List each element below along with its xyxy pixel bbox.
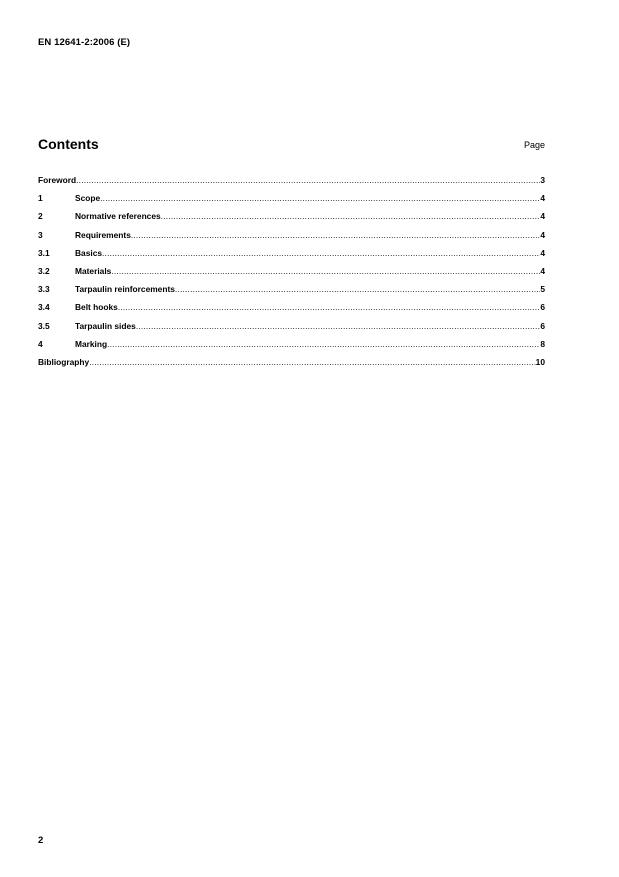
- toc-entry-scope[interactable]: [38, 193, 545, 211]
- toc-entry-title: Normative references: [75, 211, 161, 222]
- toc-entry-foreword[interactable]: [38, 175, 545, 193]
- toc-entry-bibliography[interactable]: [38, 357, 545, 375]
- document-header: EN 12641-2:2006 (E): [38, 37, 131, 48]
- toc-entry-tarpaulin-reinforcements[interactable]: [38, 284, 545, 302]
- toc-entry-title: Materials: [75, 265, 112, 276]
- page-column-label: Page: [523, 140, 545, 150]
- toc-entry-page: 4: [540, 247, 545, 258]
- contents-title: Contents: [38, 136, 99, 152]
- toc-entry-page: 6: [540, 302, 545, 313]
- toc-entry-materials[interactable]: [38, 266, 545, 284]
- toc-entry-page: 4: [540, 265, 545, 276]
- toc-entry-number: 3.3: [38, 284, 50, 295]
- toc-dot-leader: [175, 284, 540, 294]
- toc-entry-page: 10: [535, 356, 545, 367]
- toc-dot-leader: [131, 230, 540, 240]
- toc-dot-leader: [89, 357, 535, 367]
- toc-entry-number: 3.1: [38, 247, 50, 258]
- toc-entry-title: Tarpaulin reinforcements: [75, 284, 175, 295]
- toc-entry-normative-references[interactable]: [38, 211, 545, 229]
- toc-entry-page: 8: [540, 338, 545, 349]
- toc-entry-number: 3.5: [38, 320, 50, 331]
- toc-entry-title: Foreword: [38, 175, 77, 185]
- toc-entry-title: Tarpaulin sides: [75, 320, 136, 331]
- toc-entry-title: Basics: [75, 247, 103, 258]
- toc-entry-number: 1: [38, 193, 43, 204]
- toc-entry-title: Bibliography: [38, 356, 90, 367]
- toc-entry-title: Belt hooks: [75, 302, 118, 313]
- toc-entry-page: 4: [540, 211, 545, 222]
- toc-entry-tarpaulin-sides[interactable]: [38, 321, 545, 339]
- page-number: 2: [38, 835, 44, 846]
- toc-dot-leader: [136, 321, 541, 331]
- toc-entry-number: 3.2: [38, 265, 50, 276]
- toc-entry-title: Scope: [75, 193, 101, 204]
- toc-entry-marking[interactable]: [38, 339, 545, 357]
- toc-dot-leader: [76, 175, 540, 185]
- toc-entry-number: 2: [38, 211, 43, 222]
- toc-entry-page: 4: [540, 193, 545, 204]
- toc-entry-basics[interactable]: [38, 248, 545, 266]
- toc-entry-number: 3.4: [38, 302, 50, 313]
- toc-entry-page: 4: [540, 229, 545, 240]
- toc-dot-leader: [118, 302, 541, 312]
- table-of-contents: [38, 175, 545, 375]
- toc-entry-number: 4: [38, 338, 43, 349]
- toc-entry-belt-hooks[interactable]: [38, 302, 545, 320]
- toc-entry-page: 5: [540, 284, 545, 295]
- toc-entry-requirements[interactable]: [38, 230, 545, 248]
- toc-entry-title: Marking: [75, 338, 108, 349]
- toc-dot-leader: [107, 339, 540, 349]
- toc-dot-leader: [100, 193, 540, 203]
- toc-dot-leader: [161, 211, 541, 221]
- toc-entry-page: 6: [540, 320, 545, 331]
- toc-dot-leader: [102, 248, 540, 258]
- toc-entry-number: 3: [38, 229, 43, 240]
- toc-entry-page: 3: [540, 175, 545, 185]
- toc-entry-title: Requirements: [75, 229, 131, 240]
- toc-dot-leader: [111, 266, 540, 276]
